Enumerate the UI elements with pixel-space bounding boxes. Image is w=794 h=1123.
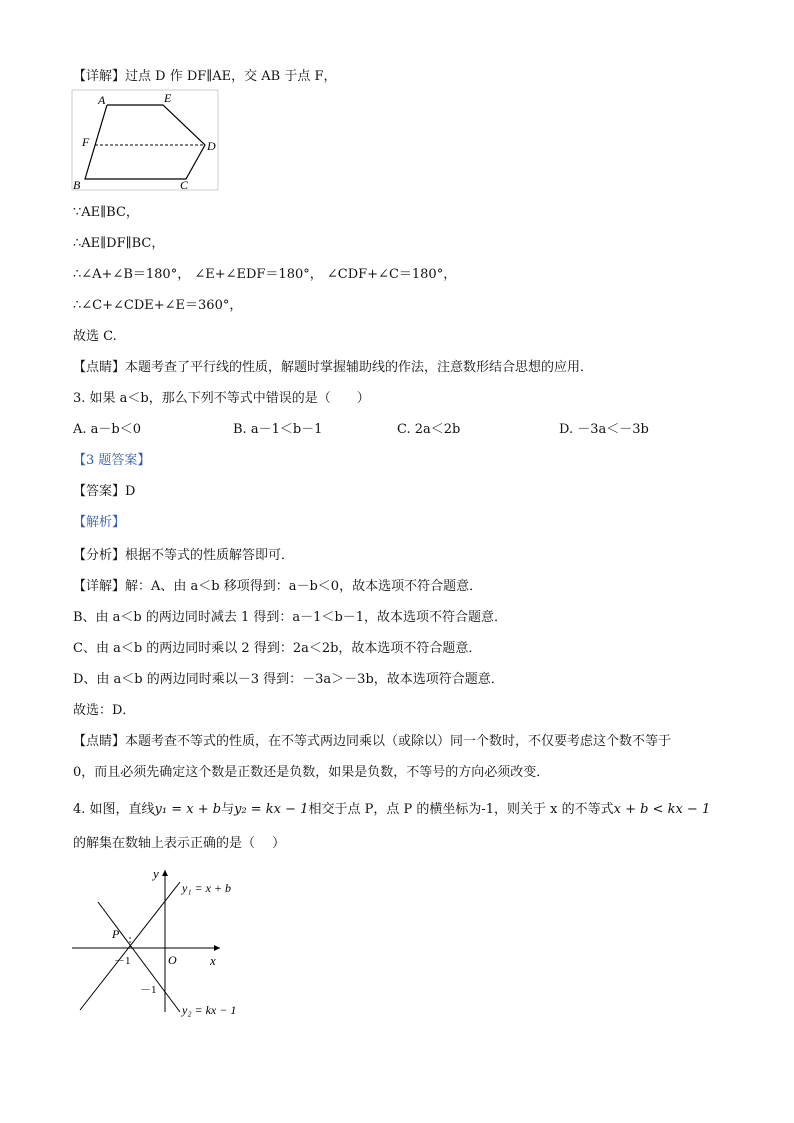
figure-coordinate-plane (70, 862, 260, 1022)
line-y1-label: y₁ = x + b (182, 881, 232, 895)
proof-line-4: ∴∠C+∠CDE+∠E＝360°， (73, 298, 243, 313)
x-axis-label: x (210, 953, 216, 968)
figure-quadrilateral (70, 88, 230, 193)
origin-label: O (168, 953, 177, 967)
label-C: C (180, 178, 189, 192)
q4-eq1: y₁ = x + b (154, 802, 222, 817)
y-axis-label: y (153, 866, 159, 881)
q3-analysis-heading: 【解析】 (73, 515, 126, 530)
q4-inequality: x + b < kx − 1 (613, 802, 711, 817)
q3-detail-a: 【详解】解：A、由 a＜b 移项得到：a－b＜0，故本选项不符合题意． (73, 579, 483, 594)
detail-line: 【详解】过点 D 作 DF∥AE，交 AB 于点 F， (73, 69, 337, 84)
label-A: A (98, 93, 106, 107)
proof-line-3: ∴∠A+∠B＝180°， ∠E+∠EDF＝180°， ∠CDF+∠C＝180°， (73, 267, 457, 282)
q3-detail-d: D、由 a＜b 的两边同时乘以－3 得到：－3a＞－3b，故本选项符合题意． (73, 672, 504, 687)
q3-option-a: A. a－b＜0 (73, 422, 141, 437)
q3-comment-2: 0，而且必须先确定这个数是正数还是负数，如果是负数，不等号的方向必须改变． (73, 765, 550, 780)
q4-stem-line-2: 的解集在数轴上表示正确的是（ ） (73, 836, 286, 851)
line-y2-label: y₂ = kx − 1 (182, 1003, 237, 1017)
q3-section-heading: 【3 题答案】 (73, 453, 151, 468)
proof-line-2: ∴AE∥DF∥BC， (73, 236, 165, 251)
label-D: D (207, 139, 216, 153)
q3-stem: 3. 如果 a＜b，那么下列不等式中错误的是（ ） (73, 391, 370, 406)
choose-line: 故选 C. (73, 329, 117, 344)
q4-stem-line-1 (73, 801, 710, 819)
label-F: F (82, 135, 90, 149)
q3-option-c: C. 2a＜2b (397, 422, 461, 437)
q3-analysis: 【分析】根据不等式的性质解答即可． (73, 548, 295, 563)
q4-stem-pre: 4. 如图，直线 (73, 802, 155, 817)
q3-choose: 故选：D． (73, 703, 136, 718)
q3-option-b: B. a－1＜b－1 (233, 422, 323, 437)
q3-detail-c: C、由 a＜b 的两边同时乘以 2 得到：2a＜2b，故本选项不符合题意． (73, 641, 482, 656)
q3-option-d: D. －3a＜－3b (559, 422, 649, 437)
label-E: E (164, 91, 172, 105)
q4-eq2: y₂ = kx − 1 (234, 802, 309, 817)
q3-comment-1: 【点睛】本题考查不等式的性质，在不等式两边同乘以（或除以）同一个数时，不仅要考虑这个数不等于 (73, 734, 672, 749)
q4-stem-post: 相交于点 P，点 P 的横坐标为-1，则关于 x 的不等式 (308, 802, 614, 817)
comment-line: 【点睛】本题考查了平行线的性质，解题时掌握辅助线的作法，注意数形结合思想的应用． (73, 360, 594, 375)
q4-mid: 与 (221, 802, 235, 817)
label-B: B (73, 178, 81, 192)
x-tick-label: －1 (114, 955, 131, 967)
q3-answer: 【答案】D (73, 484, 136, 499)
q3-detail-b: B、由 a＜b 的两边同时减去 1 得到：a－1＜b－1，故本选项不符合题意． (73, 610, 508, 625)
proof-line-1: ∵AE∥BC， (73, 205, 139, 220)
point-p-label: P (112, 927, 120, 941)
y-tick-label: －1 (140, 984, 157, 996)
